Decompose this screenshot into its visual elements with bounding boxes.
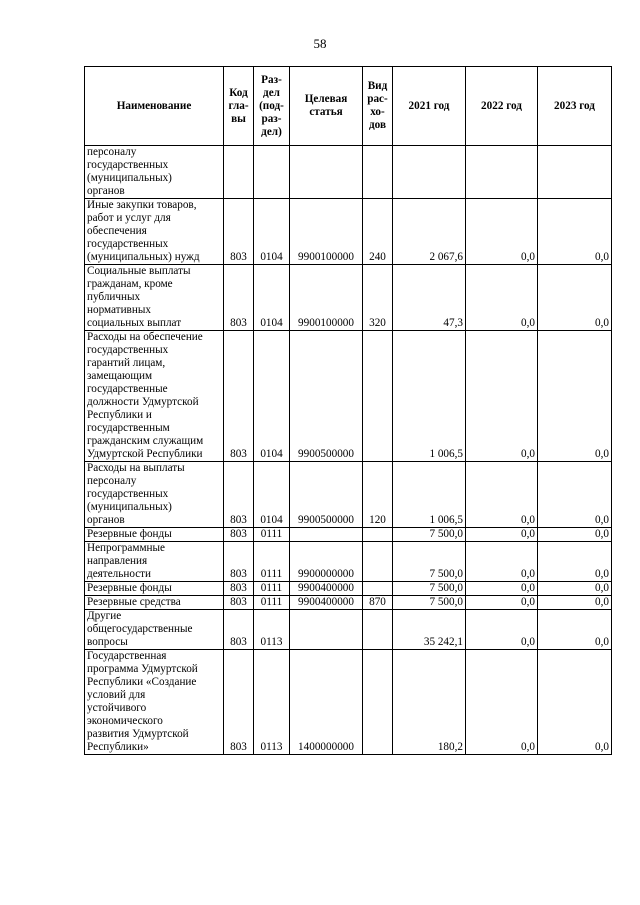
header-name: Наименование — [85, 67, 224, 146]
cell-vid — [363, 146, 393, 199]
cell-y2022 — [466, 146, 538, 199]
cell-article: 9900500000 — [290, 331, 363, 462]
cell-vid — [363, 528, 393, 542]
table-row — [85, 596, 612, 610]
cell-article: 9900000000 — [290, 542, 363, 582]
cell-vid: 870 — [363, 596, 393, 610]
cell-y2023: 0,0 — [538, 265, 612, 331]
cell-vid — [363, 331, 393, 462]
header-section: Раз-дел (под-раз-дел) — [254, 67, 290, 146]
cell-y2022: 0,0 — [466, 528, 538, 542]
cell-code — [224, 146, 254, 199]
cell-code: 803 — [224, 331, 254, 462]
cell-vid: 240 — [363, 199, 393, 265]
cell-section: 0113 — [254, 650, 290, 755]
header-code: Код гла-вы — [224, 67, 254, 146]
cell-y2021: 7 500,0 — [393, 542, 466, 582]
cell-article: 9900400000 — [290, 596, 363, 610]
header-vid: Вид рас-хо-дов — [363, 67, 393, 146]
table-row — [85, 582, 612, 596]
cell-article — [290, 528, 363, 542]
cell-y2021: 7 500,0 — [393, 582, 466, 596]
cell-name: Резервные средства — [85, 596, 224, 610]
cell-y2023: 0,0 — [538, 650, 612, 755]
cell-name: Другие общегосударственные вопросы — [85, 610, 224, 650]
page-number: 58 — [313, 36, 327, 51]
cell-code: 803 — [224, 610, 254, 650]
cell-y2021: 180,2 — [393, 650, 466, 755]
cell-y2023: 0,0 — [538, 462, 612, 528]
cell-section: 0111 — [254, 528, 290, 542]
cell-article — [290, 610, 363, 650]
cell-y2023: 0,0 — [538, 542, 612, 582]
cell-name: Иные закупки товаров, работ и услуг для обеспечения государственных (муниципальных) нужд — [85, 199, 224, 265]
cell-y2023: 0,0 — [538, 331, 612, 462]
cell-section: 0104 — [254, 199, 290, 265]
cell-y2021: 2 067,6 — [393, 199, 466, 265]
table-row — [85, 542, 612, 582]
cell-vid — [363, 610, 393, 650]
cell-y2023 — [538, 146, 612, 199]
table-row — [85, 265, 612, 331]
table-row — [85, 462, 612, 528]
cell-y2023: 0,0 — [538, 582, 612, 596]
cell-y2023: 0,0 — [538, 596, 612, 610]
cell-y2023: 0,0 — [538, 199, 612, 265]
cell-code: 803 — [224, 542, 254, 582]
table-row — [85, 528, 612, 542]
cell-y2022: 0,0 — [466, 582, 538, 596]
header-2022: 2022 год — [466, 67, 538, 146]
cell-section: 0111 — [254, 582, 290, 596]
cell-section: 0113 — [254, 610, 290, 650]
cell-y2021: 1 006,5 — [393, 331, 466, 462]
cell-y2022: 0,0 — [466, 265, 538, 331]
cell-name: Расходы на обеспечение государственных гарантий лицам, замещающим государственные должности Удмуртской Республики и государственным гражданским служащим Удмуртской Республики — [85, 331, 224, 462]
cell-section: 0104 — [254, 462, 290, 528]
cell-name: Резервные фонды — [85, 582, 224, 596]
cell-vid: 320 — [363, 265, 393, 331]
cell-article — [290, 146, 363, 199]
cell-y2022: 0,0 — [466, 610, 538, 650]
cell-code: 803 — [224, 265, 254, 331]
cell-code: 803 — [224, 596, 254, 610]
table-row — [85, 610, 612, 650]
cell-article: 9900500000 — [290, 462, 363, 528]
cell-name: Непрограммные направления деятельности — [85, 542, 224, 582]
cell-code: 803 — [224, 582, 254, 596]
cell-section: 0104 — [254, 331, 290, 462]
cell-section: 0111 — [254, 596, 290, 610]
cell-name: Резервные фонды — [85, 528, 224, 542]
cell-y2021: 47,3 — [393, 265, 466, 331]
cell-y2023: 0,0 — [538, 528, 612, 542]
cell-y2022: 0,0 — [466, 596, 538, 610]
cell-y2021 — [393, 146, 466, 199]
cell-article: 9900100000 — [290, 265, 363, 331]
cell-article: 9900100000 — [290, 199, 363, 265]
cell-section: 0111 — [254, 542, 290, 582]
cell-code: 803 — [224, 650, 254, 755]
cell-vid — [363, 542, 393, 582]
cell-name: персоналу государственных (муниципальных) органов — [85, 146, 224, 199]
table-row — [85, 650, 612, 755]
cell-vid — [363, 650, 393, 755]
cell-name: Социальные выплаты гражданам, кроме публичных нормативных социальных выплат — [85, 265, 224, 331]
cell-vid: 120 — [363, 462, 393, 528]
table-row — [85, 199, 612, 265]
cell-y2022: 0,0 — [466, 650, 538, 755]
budget-table — [84, 66, 612, 755]
cell-y2021: 7 500,0 — [393, 528, 466, 542]
cell-section — [254, 146, 290, 199]
cell-y2022: 0,0 — [466, 462, 538, 528]
cell-y2023: 0,0 — [538, 610, 612, 650]
cell-code: 803 — [224, 462, 254, 528]
cell-article: 9900400000 — [290, 582, 363, 596]
cell-y2021: 1 006,5 — [393, 462, 466, 528]
table-header-row — [85, 67, 612, 146]
cell-y2021: 7 500,0 — [393, 596, 466, 610]
table-row — [85, 146, 612, 199]
header-article: Целевая статья — [290, 67, 363, 146]
cell-vid — [363, 582, 393, 596]
cell-y2022: 0,0 — [466, 199, 538, 265]
header-2021: 2021 год — [393, 67, 466, 146]
cell-code: 803 — [224, 528, 254, 542]
cell-name: Расходы на выплаты персоналу государственных (муниципальных) органов — [85, 462, 224, 528]
cell-section: 0104 — [254, 265, 290, 331]
cell-code: 803 — [224, 199, 254, 265]
cell-y2021: 35 242,1 — [393, 610, 466, 650]
table-row — [85, 331, 612, 462]
header-2023: 2023 год — [538, 67, 612, 146]
cell-y2022: 0,0 — [466, 331, 538, 462]
cell-article: 1400000000 — [290, 650, 363, 755]
cell-name: Государственная программа Удмуртской Республики «Создание условий для устойчивого экономического развития Удмуртской Республики» — [85, 650, 224, 755]
cell-y2022: 0,0 — [466, 542, 538, 582]
